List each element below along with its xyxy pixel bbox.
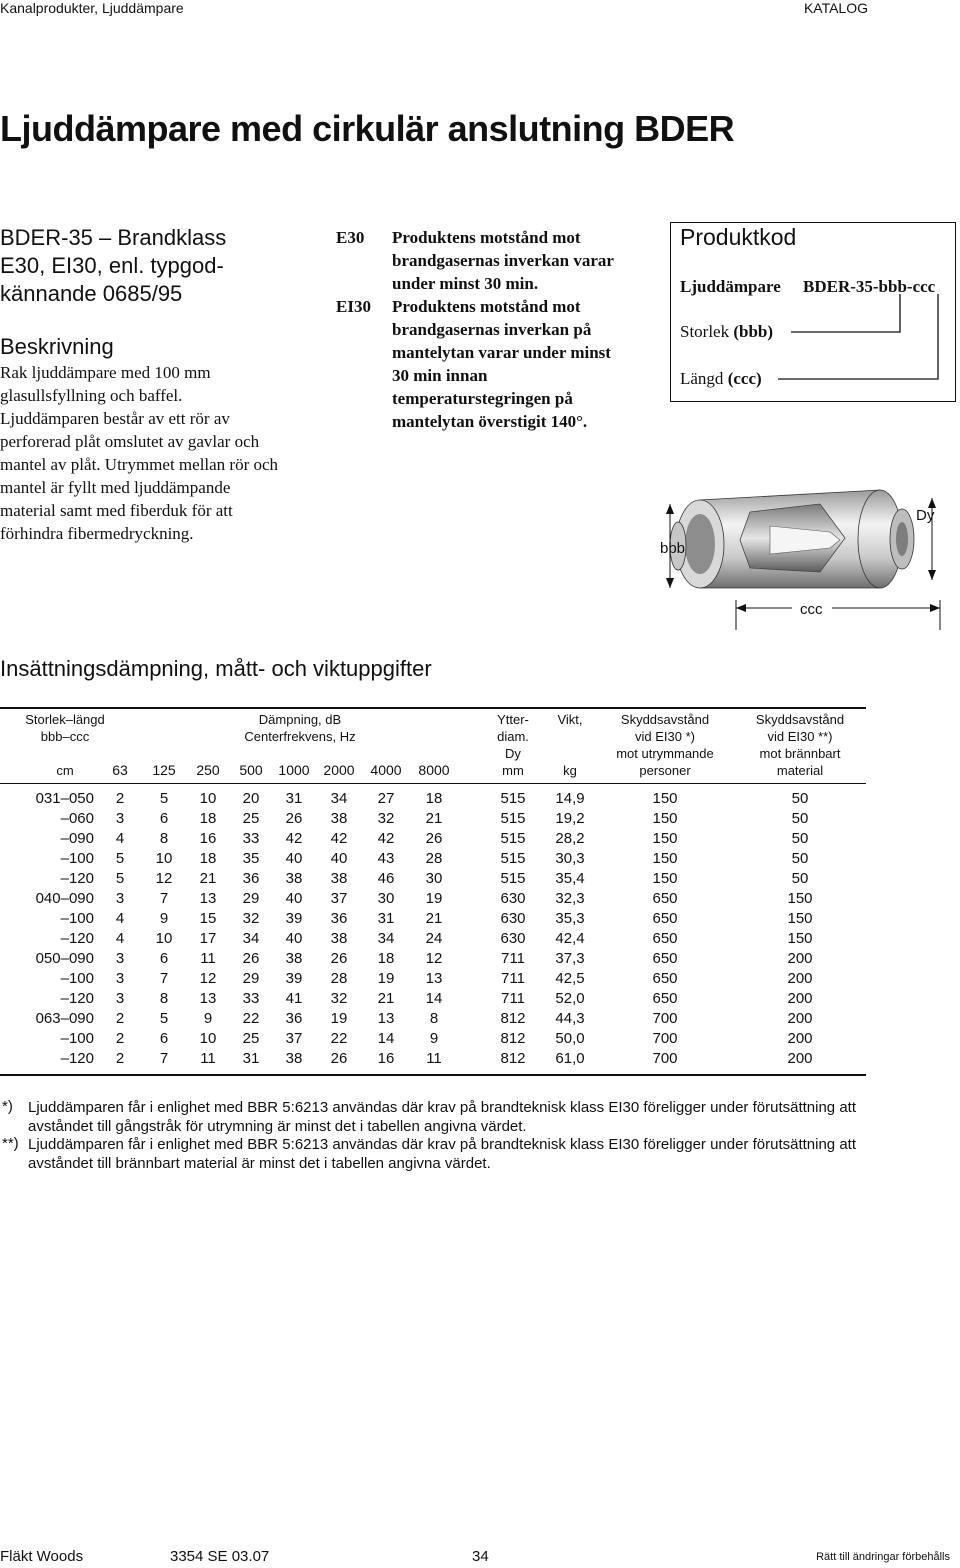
table-cell: 200 bbox=[787, 990, 813, 1007]
header-outer-line1: Ytter- bbox=[497, 712, 529, 727]
product-code-title: Produktkod bbox=[680, 224, 797, 250]
table-cell: 22 bbox=[242, 1010, 260, 1027]
table-cell: 40 bbox=[285, 930, 303, 947]
table-cell: 25 bbox=[242, 1030, 260, 1047]
table-cell: 26 bbox=[330, 1050, 348, 1067]
table-cell: 150 bbox=[652, 790, 678, 807]
table-cell: 30 bbox=[425, 870, 443, 887]
table-cell: 36 bbox=[330, 910, 348, 927]
table-cell: 515 bbox=[500, 790, 526, 807]
table-cell: 21 bbox=[425, 910, 443, 927]
table-cell: 61,0 bbox=[555, 1050, 585, 1067]
definition-text: Produktens motstånd mot brandgasernas inverkan varar under minst 30 min. bbox=[392, 228, 614, 293]
table-cell: 42 bbox=[285, 830, 303, 847]
table-cell: 25 bbox=[242, 810, 260, 827]
table-cell: 41 bbox=[285, 990, 303, 1007]
table-cell: 9 bbox=[159, 910, 169, 927]
table-cell: 19 bbox=[425, 890, 443, 907]
table-cell: 50 bbox=[791, 830, 809, 847]
header-damping bbox=[100, 711, 500, 745]
table-cell: 31 bbox=[242, 1050, 260, 1067]
table-row-label: –120 bbox=[60, 870, 94, 887]
table-cell: 29 bbox=[242, 970, 260, 987]
table-cell: 26 bbox=[285, 810, 303, 827]
table-cell: 3 bbox=[115, 970, 125, 987]
table-cell: 24 bbox=[425, 930, 443, 947]
table-cell: 31 bbox=[285, 790, 303, 807]
table-cell: 18 bbox=[199, 810, 217, 827]
header-dist1-line1: Skyddsavstånd bbox=[620, 712, 710, 727]
header-outer-line3: Dy bbox=[505, 746, 521, 761]
classification-heading: BDER-35 – Brandklass E30, EI30, enl. typgod-kännande 0685/95 bbox=[0, 225, 227, 306]
table-cell: 5 bbox=[115, 850, 125, 867]
table-row-label: –120 bbox=[60, 1050, 94, 1067]
table-cell: 650 bbox=[652, 970, 678, 987]
table-cell: 11 bbox=[200, 950, 216, 967]
table-cell: 11 bbox=[426, 1050, 442, 1067]
size-label-text: Storlek bbox=[680, 322, 730, 341]
table-cell: 37 bbox=[330, 890, 348, 907]
table-cell: 650 bbox=[652, 930, 678, 947]
table-cell: 46 bbox=[377, 870, 395, 887]
table-cell: 40 bbox=[285, 890, 303, 907]
table-cell: 28 bbox=[425, 850, 443, 867]
table-cell: 16 bbox=[377, 1050, 395, 1067]
page-title: Ljuddämpare med cirkulär anslutning BDER bbox=[0, 108, 735, 149]
table-cell: 21 bbox=[425, 810, 443, 827]
table-cell: 38 bbox=[330, 930, 348, 947]
table-cell: 21 bbox=[199, 870, 217, 887]
product-code-label: Ljuddämpare bbox=[680, 277, 781, 296]
table-cell: 200 bbox=[787, 1030, 813, 1047]
table-row-label: –100 bbox=[60, 850, 94, 867]
table-cell: 42 bbox=[377, 830, 395, 847]
table-cell: 812 bbox=[500, 1050, 526, 1067]
table-cell: 4 bbox=[115, 830, 125, 847]
table-row-label: –090 bbox=[60, 830, 94, 847]
table-cell: 4 bbox=[115, 930, 125, 947]
table-cell: 37,3 bbox=[555, 950, 585, 967]
frequency-header-cell: 4000 bbox=[370, 762, 402, 778]
footer-document-number: 3354 SE 03.07 bbox=[170, 1548, 270, 1565]
table-cell: 10 bbox=[199, 790, 217, 807]
table-row-label: –060 bbox=[60, 810, 94, 827]
table-cell: 40 bbox=[285, 850, 303, 867]
frequency-header-cell: 1000 bbox=[278, 762, 310, 778]
table-cell: 630 bbox=[500, 930, 526, 947]
table-cell: 5 bbox=[159, 790, 169, 807]
table-cell: 150 bbox=[652, 870, 678, 887]
table-cell: 34 bbox=[242, 930, 260, 947]
frequency-header-cell: 125 bbox=[152, 762, 176, 778]
length-label-text: Längd bbox=[680, 369, 724, 388]
table-bottom-rule bbox=[0, 1074, 866, 1076]
frequency-header-cell: 63 bbox=[112, 762, 128, 778]
table-cell: 33 bbox=[242, 830, 260, 847]
header-dist2-line4: material bbox=[776, 763, 824, 778]
table-cell: 21 bbox=[377, 990, 395, 1007]
table-cell: 650 bbox=[652, 910, 678, 927]
dimension-bbb-label: bbb bbox=[660, 540, 686, 557]
table-cell: 3 bbox=[115, 950, 125, 967]
header-damping-line1: Dämpning, dB bbox=[258, 712, 342, 727]
header-catalog: KATALOG bbox=[803, 0, 868, 16]
table-cell: 700 bbox=[652, 1050, 678, 1067]
table-cell: 711 bbox=[501, 990, 525, 1007]
dimension-dy-label: Dy bbox=[916, 507, 935, 524]
table-row-label: –100 bbox=[60, 970, 94, 987]
table-cell: 42 bbox=[330, 830, 348, 847]
table-header-rule bbox=[0, 783, 866, 784]
table-cell: 2 bbox=[115, 1030, 125, 1047]
table-cell: 150 bbox=[787, 890, 813, 907]
table-cell: 10 bbox=[155, 850, 173, 867]
table-cell: 14,9 bbox=[555, 790, 585, 807]
table-cell: 52,0 bbox=[555, 990, 585, 1007]
table-cell: 30 bbox=[377, 890, 395, 907]
table-cell: 28,2 bbox=[555, 830, 585, 847]
table-cell: 15 bbox=[199, 910, 217, 927]
footnote-text: Ljuddämparen får i enlighet med BBR 5:6213 användas där krav på brandteknisk klass EI30 föreligger under förutsättning att avståndet till brännbart material är minst det i tabellen angivna värdet. bbox=[28, 1136, 856, 1172]
table-cell: 12 bbox=[425, 950, 443, 967]
header-size-unit: cm bbox=[56, 763, 74, 778]
header-damping-line2: Centerfrekvens, Hz bbox=[244, 729, 356, 744]
header-dist2-line3: mot brännbart bbox=[759, 746, 841, 761]
frequency-header-cell: 250 bbox=[196, 762, 220, 778]
product-code-connectors bbox=[670, 222, 956, 402]
table-cell: 50 bbox=[791, 790, 809, 807]
table-cell: 50 bbox=[791, 850, 809, 867]
table-cell: 35 bbox=[242, 850, 260, 867]
table-cell: 8 bbox=[429, 1010, 439, 1027]
header-section: Kanalprodukter, Ljuddämpare bbox=[0, 0, 184, 16]
table-cell: 36 bbox=[285, 1010, 303, 1027]
table-heading: Insättningsdämpning, mått- och viktuppgifter bbox=[0, 656, 432, 681]
frequency-header-cell: 2000 bbox=[323, 762, 355, 778]
table-cell: 34 bbox=[330, 790, 348, 807]
size-label-code: (bbb) bbox=[733, 322, 774, 341]
table-cell: 20 bbox=[242, 790, 260, 807]
table-cell: 200 bbox=[787, 1010, 813, 1027]
table-cell: 50 bbox=[791, 870, 809, 887]
table-cell: 18 bbox=[377, 950, 395, 967]
table-cell: 515 bbox=[500, 870, 526, 887]
silencer-illustration bbox=[640, 460, 960, 640]
header-dist1-line4: personer bbox=[639, 763, 691, 778]
table-cell: 650 bbox=[652, 990, 678, 1007]
definition-code: EI30 bbox=[336, 297, 371, 316]
table-cell: 14 bbox=[425, 990, 443, 1007]
table-cell: 38 bbox=[285, 870, 303, 887]
table-cell: 42,4 bbox=[555, 930, 585, 947]
header-distance-material bbox=[735, 711, 865, 779]
header-dist1-line2: vid EI30 *) bbox=[635, 729, 695, 744]
footer-rights: Rätt till ändringar förbehålls bbox=[816, 1551, 950, 1563]
footer-company: Fläkt Woods bbox=[0, 1548, 84, 1565]
table-cell: 12 bbox=[155, 870, 173, 887]
header-dist2-line2: vid EI30 **) bbox=[767, 729, 833, 744]
length-label-code: (ccc) bbox=[727, 369, 762, 388]
table-row-label: –100 bbox=[60, 910, 94, 927]
table-cell: 42,5 bbox=[555, 970, 585, 987]
table-cell: 10 bbox=[155, 930, 173, 947]
table-cell: 26 bbox=[425, 830, 443, 847]
table-cell: 650 bbox=[652, 890, 678, 907]
table-row-label: –100 bbox=[60, 1030, 94, 1047]
table-row-label: 050–090 bbox=[35, 950, 94, 967]
table-cell: 200 bbox=[787, 1050, 813, 1067]
header-size-line2: bbb–ccc bbox=[40, 729, 90, 744]
table-cell: 650 bbox=[652, 950, 678, 967]
table-cell: 150 bbox=[787, 930, 813, 947]
table-top-rule bbox=[0, 707, 866, 709]
table-cell: 32 bbox=[377, 810, 395, 827]
table-cell: 711 bbox=[501, 970, 525, 987]
table-cell: 16 bbox=[199, 830, 217, 847]
table-cell: 6 bbox=[159, 810, 169, 827]
table-cell: 38 bbox=[285, 1050, 303, 1067]
footnote-mark: *) bbox=[2, 1098, 13, 1115]
table-cell: 19 bbox=[330, 1010, 348, 1027]
table-cell: 13 bbox=[199, 990, 217, 1007]
table-cell: 29 bbox=[242, 890, 260, 907]
table-cell: 10 bbox=[199, 1030, 217, 1047]
table-cell: 22 bbox=[330, 1030, 348, 1047]
table-cell: 5 bbox=[159, 1010, 169, 1027]
table-cell: 11 bbox=[200, 1050, 216, 1067]
table-cell: 9 bbox=[429, 1030, 439, 1047]
header-outer-unit: mm bbox=[502, 763, 524, 778]
table-cell: 38 bbox=[285, 950, 303, 967]
table-cell: 32 bbox=[330, 990, 348, 1007]
table-cell: 28 bbox=[330, 970, 348, 987]
table-cell: 35,4 bbox=[555, 870, 585, 887]
table-cell: 18 bbox=[199, 850, 217, 867]
table-row-label: 031–050 bbox=[35, 790, 94, 807]
table-cell: 40 bbox=[330, 850, 348, 867]
table-cell: 2 bbox=[115, 790, 125, 807]
table-row-label: –120 bbox=[60, 930, 94, 947]
table-cell: 630 bbox=[500, 890, 526, 907]
table-cell: 17 bbox=[199, 930, 217, 947]
footnote-text: Ljuddämparen får i enlighet med BBR 5:6213 användas där krav på brandteknisk klass EI30 föreligger under förutsättning att avståndet till gångstråk för utrymning är minst det i tabellen angivna värdet. bbox=[28, 1099, 856, 1135]
table-cell: 3 bbox=[115, 890, 125, 907]
table-cell: 43 bbox=[377, 850, 395, 867]
product-code-value: BDER-35-bbb-ccc bbox=[803, 277, 936, 296]
table-cell: 26 bbox=[330, 950, 348, 967]
header-dist1-line3: mot utrymmande bbox=[616, 746, 714, 761]
table-cell: 2 bbox=[115, 1010, 125, 1027]
table-cell: 7 bbox=[159, 890, 169, 907]
table-cell: 38 bbox=[330, 870, 348, 887]
table-cell: 150 bbox=[652, 830, 678, 847]
header-dist2-line1: Skyddsavstånd bbox=[755, 712, 845, 727]
table-cell: 31 bbox=[377, 910, 395, 927]
header-weight-line1: Vikt, bbox=[557, 712, 583, 727]
table-cell: 34 bbox=[377, 930, 395, 947]
table-cell: 6 bbox=[159, 950, 169, 967]
description-heading: Beskrivning bbox=[0, 334, 114, 359]
table-cell: 37 bbox=[285, 1030, 303, 1047]
table-cell: 8 bbox=[159, 830, 169, 847]
definition-code: E30 bbox=[336, 228, 365, 247]
frequency-header-cell: 500 bbox=[239, 762, 263, 778]
table-cell: 27 bbox=[377, 790, 395, 807]
table-row-label: –120 bbox=[60, 990, 94, 1007]
table-cell: 7 bbox=[159, 970, 169, 987]
table-cell: 515 bbox=[500, 810, 526, 827]
table-cell: 9 bbox=[203, 1010, 213, 1027]
header-outer-diameter bbox=[483, 711, 543, 779]
table-cell: 150 bbox=[652, 850, 678, 867]
table-cell: 44,3 bbox=[555, 1010, 585, 1027]
table-row-label: 040–090 bbox=[35, 890, 94, 907]
table-cell: 50,0 bbox=[555, 1030, 585, 1047]
table-cell: 7 bbox=[159, 1050, 169, 1067]
table-cell: 515 bbox=[500, 850, 526, 867]
table-cell: 3 bbox=[115, 990, 125, 1007]
table-cell: 50 bbox=[791, 810, 809, 827]
table-cell: 812 bbox=[500, 1010, 526, 1027]
table-cell: 36 bbox=[242, 870, 260, 887]
table-cell: 2 bbox=[115, 1050, 125, 1067]
table-cell: 32 bbox=[242, 910, 260, 927]
table-cell: 12 bbox=[199, 970, 217, 987]
table-cell: 630 bbox=[500, 910, 526, 927]
description-text: Rak ljuddämpare med 100 mm glasullsfyllning och baffel. Ljuddämparen består av ett rör av perforerad plåt omslutet av gavlar och mantel av plåt. Utrymmet mellan rör och mantel är fyllt med ljuddämpande material samt med fiberduk för att förhindra fibermedryckning. bbox=[0, 363, 279, 543]
table-cell: 13 bbox=[425, 970, 443, 987]
table-cell: 35,3 bbox=[555, 910, 585, 927]
table-cell: 711 bbox=[501, 950, 525, 967]
header-weight bbox=[540, 711, 600, 779]
table-cell: 26 bbox=[242, 950, 260, 967]
frequency-header-cell: 8000 bbox=[418, 762, 450, 778]
dimension-ccc-label: ccc bbox=[800, 601, 823, 618]
table-cell: 39 bbox=[285, 910, 303, 927]
header-weight-unit: kg bbox=[563, 763, 577, 778]
table-cell: 200 bbox=[787, 970, 813, 987]
header-size-line1: Storlek–längd bbox=[25, 712, 105, 727]
table-cell: 13 bbox=[377, 1010, 395, 1027]
footnote-mark: **) bbox=[2, 1135, 19, 1152]
table-row-label: 063–090 bbox=[35, 1010, 94, 1027]
table-cell: 4 bbox=[115, 910, 125, 927]
header-distance-persons bbox=[600, 711, 730, 779]
table-cell: 150 bbox=[652, 810, 678, 827]
table-cell: 30,3 bbox=[555, 850, 585, 867]
header-outer-line2: diam. bbox=[497, 729, 529, 744]
table-cell: 8 bbox=[159, 990, 169, 1007]
table-cell: 38 bbox=[330, 810, 348, 827]
table-cell: 13 bbox=[199, 890, 217, 907]
table-cell: 33 bbox=[242, 990, 260, 1007]
table-cell: 39 bbox=[285, 970, 303, 987]
table-cell: 3 bbox=[115, 810, 125, 827]
table-cell: 14 bbox=[377, 1030, 395, 1047]
table-cell: 812 bbox=[500, 1030, 526, 1047]
table-cell: 5 bbox=[115, 870, 125, 887]
table-cell: 19,2 bbox=[555, 810, 585, 827]
table-cell: 19 bbox=[377, 970, 395, 987]
table-cell: 700 bbox=[652, 1030, 678, 1047]
table-cell: 700 bbox=[652, 1010, 678, 1027]
table-cell: 515 bbox=[500, 830, 526, 847]
table-cell: 200 bbox=[787, 950, 813, 967]
table-cell: 32,3 bbox=[555, 890, 585, 907]
table-cell: 150 bbox=[787, 910, 813, 927]
footer-page-number: 34 bbox=[472, 1548, 489, 1565]
table-cell: 6 bbox=[159, 1030, 169, 1047]
table-cell: 18 bbox=[425, 790, 443, 807]
definition-text: Produktens motstånd mot brandgasernas inverkan på mantelytan varar under minst 30 min innan temperaturstegringen på mantelytan överstigit 140°. bbox=[392, 297, 611, 431]
